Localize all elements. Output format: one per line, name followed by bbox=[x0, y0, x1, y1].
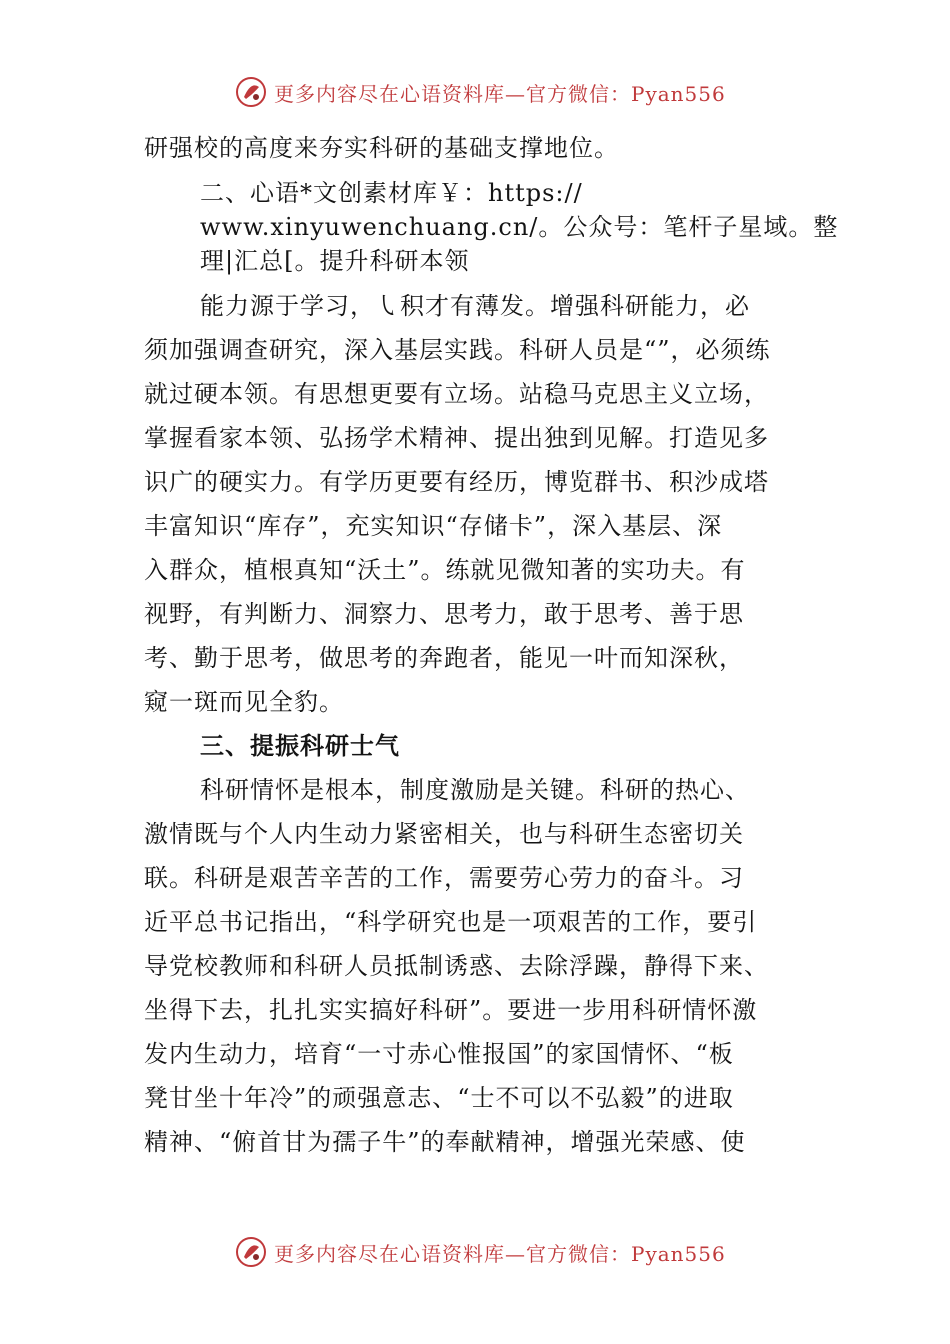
paragraph-line: 联。科研是艰苦辛苦的工作，需要劳心劳力的奋斗。习 bbox=[144, 864, 744, 892]
paragraph-line: 入群众，植根真知“沃土”。练就见微知著的实功夫。有 bbox=[144, 556, 746, 584]
paragraph-line: 科研情怀是根本，制度激励是关键。科研的热心、 bbox=[200, 776, 750, 804]
brand-logo-icon bbox=[234, 1235, 268, 1269]
paragraph-line: 精神、“俯首甘为孺子牛”的奉献精神，增强光荣感、使 bbox=[144, 1128, 746, 1156]
section-heading-line: 理|汇总[。提升科研本领 bbox=[200, 247, 470, 275]
section-heading-line: www.xinyuwenchuang.cn/。公众号：笔杆子星域。整 bbox=[200, 213, 839, 241]
paragraph-line: 掌握看家本领、弘扬学术精神、提出独到见解。打造见多 bbox=[144, 424, 769, 452]
footer-watermark-banner bbox=[234, 1232, 754, 1272]
paragraph-line: 近平总书记指出，“科学研究也是一项艰苦的工作，要引 bbox=[144, 908, 758, 936]
paragraph-line: 坐得下去，扎扎实实搞好科研”。要进一步用科研情怀激 bbox=[144, 996, 758, 1024]
paragraph-line: 须加强调查研究，深入基层实践。科研人员是“”，必须练 bbox=[144, 336, 771, 364]
document-body bbox=[144, 126, 839, 1164]
paragraph-line: 凳甘坐十年冷”的顽强意志、“士不可以不弘毅”的进取 bbox=[144, 1084, 734, 1112]
section-heading: 三、提振科研士气 bbox=[200, 732, 400, 760]
section-heading-line: 二、心语*文创素材库￥：https:// bbox=[200, 179, 583, 207]
header-watermark-banner bbox=[234, 72, 754, 112]
paragraph-line: 视野，有判断力、洞察力、思考力，敢于思考、善于思 bbox=[144, 600, 744, 628]
paragraph-line: 丰富知识“库存”，充实知识“存储卡”，深入基层、深 bbox=[144, 512, 723, 540]
paragraph-line: 研强校的高度来夯实科研的基础支撑地位。 bbox=[144, 134, 619, 162]
brand-logo-icon bbox=[234, 75, 268, 109]
paragraph-line: 能力源于学习，㇂积才有薄发。增强科研能力，必 bbox=[200, 292, 750, 320]
paragraph-line: 就过硬本领。有思想更要有立场。站稳马克思主义立场， bbox=[144, 380, 769, 408]
paragraph-line: 激情既与个人内生动力紧密相关，也与科研生态密切关 bbox=[144, 820, 744, 848]
header-watermark-text: 更多内容尽在心语资料库—官方微信：Pyan556 bbox=[274, 81, 726, 106]
footer-watermark-text: 更多内容尽在心语资料库—官方微信：Pyan556 bbox=[274, 1241, 726, 1266]
paragraph-line: 识广的硬实力。有学历更要有经历，博览群书、积沙成塔 bbox=[144, 468, 769, 496]
paragraph-line: 发内生动力，培育“一寸赤心惟报国”的家国情怀、“板 bbox=[144, 1040, 734, 1068]
paragraph-line: 考、勤于思考，做思考的奔跑者，能见一叶而知深秋， bbox=[144, 644, 744, 672]
paragraph-line: 窥一斑而见全豹。 bbox=[144, 688, 344, 716]
paragraph-line: 导党校教师和科研人员抵制诱惑、去除浮躁，静得下来、 bbox=[144, 952, 769, 980]
